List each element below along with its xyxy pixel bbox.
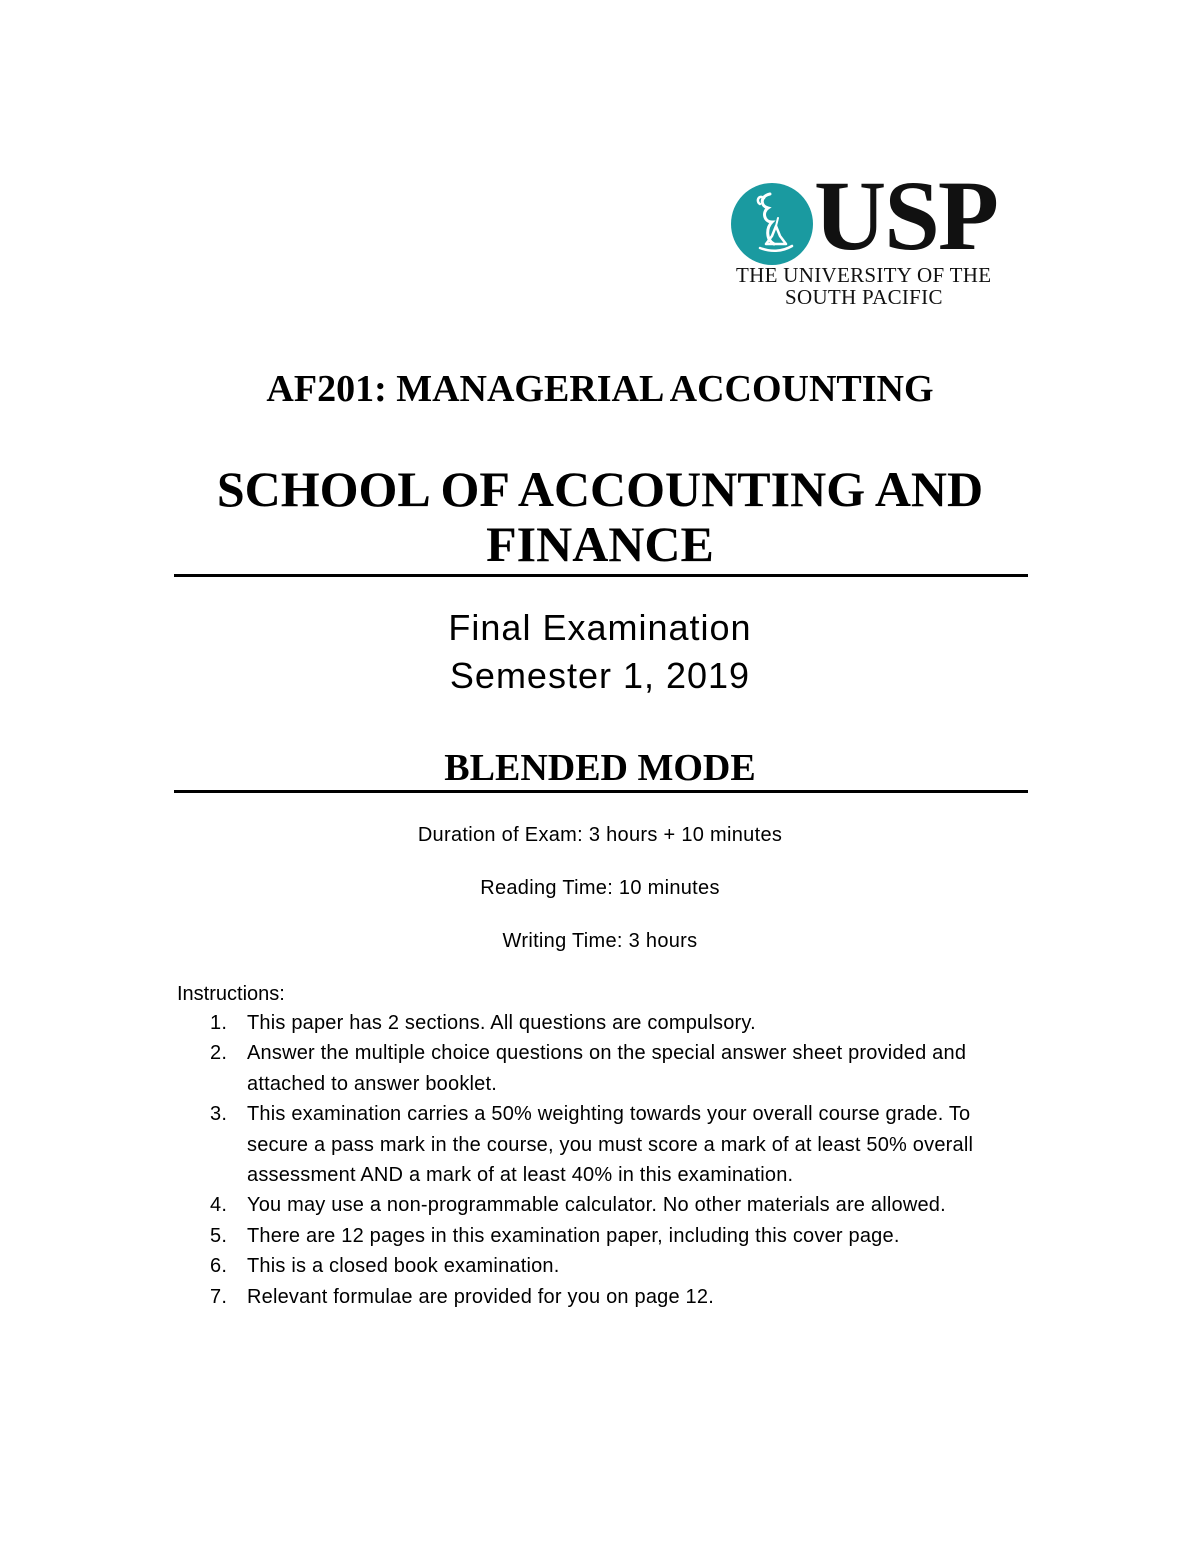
usp-logo [730, 160, 1020, 310]
instruction-number: 6. [210, 1255, 228, 1278]
instruction-text: You may use a non-programmable calculator. No other materials are allowed. [247, 1194, 946, 1217]
logo-subtitle [736, 264, 991, 308]
logo-wordmark: USP [814, 160, 997, 271]
instruction-item [210, 1008, 1010, 1038]
instructions-heading: Instructions: [177, 983, 285, 1005]
usp-emblem-icon [730, 182, 814, 266]
instruction-text: This is a closed book examination. [247, 1255, 560, 1278]
logo-subtitle-line1: THE UNIVERSITY OF THE [736, 263, 992, 287]
instruction-number: 7. [210, 1285, 228, 1308]
divider [174, 574, 1028, 577]
semester: Semester 1, 2019 [449, 655, 751, 696]
instruction-item [210, 1251, 1010, 1281]
instruction-item [210, 1190, 1010, 1220]
instruction-number: 1. [210, 1012, 228, 1034]
instructions-list [210, 1008, 1010, 1312]
instruction-item [210, 1221, 1010, 1251]
exam-duration: Duration of Exam: 3 hours + 10 minutes [417, 824, 783, 846]
instruction-item [210, 1282, 1010, 1312]
instruction-text: Relevant formulae are provided for you on page 12. [247, 1285, 714, 1308]
course-title: AF201: MANAGERIAL ACCOUNTING [266, 368, 934, 410]
logo-subtitle-line2: SOUTH PACIFIC [785, 285, 943, 309]
instruction-text: This examination carries a 50% weighting towards your overall course grade. To secure a pass mark in the course, you must score a mark of at least 50% overall assessment AND a mark of at least 40% in this examination. [247, 1103, 974, 1187]
instruction-text: There are 12 pages in this examination paper, including this cover page. [247, 1224, 900, 1247]
school-title: SCHOOL OF ACCOUNTING AND FINANCE [216, 461, 984, 572]
exam-mode: BLENDED MODE [444, 747, 756, 789]
instruction-number: 5. [210, 1224, 228, 1247]
divider [174, 790, 1028, 793]
instruction-number: 2. [210, 1042, 228, 1065]
instruction-text: Answer the multiple choice questions on the special answer sheet provided and attached to answer booklet. [247, 1042, 967, 1095]
instruction-item [210, 1038, 1010, 1099]
reading-time: Reading Time: 10 minutes [480, 877, 720, 899]
writing-time: Writing Time: 3 hours [502, 930, 698, 952]
instruction-number: 4. [210, 1194, 228, 1217]
instruction-text: This paper has 2 sections. All questions are compulsory. [247, 1012, 756, 1034]
exam-type: Final Examination [448, 607, 752, 648]
instruction-number: 3. [210, 1103, 228, 1126]
instruction-item [210, 1099, 1010, 1190]
